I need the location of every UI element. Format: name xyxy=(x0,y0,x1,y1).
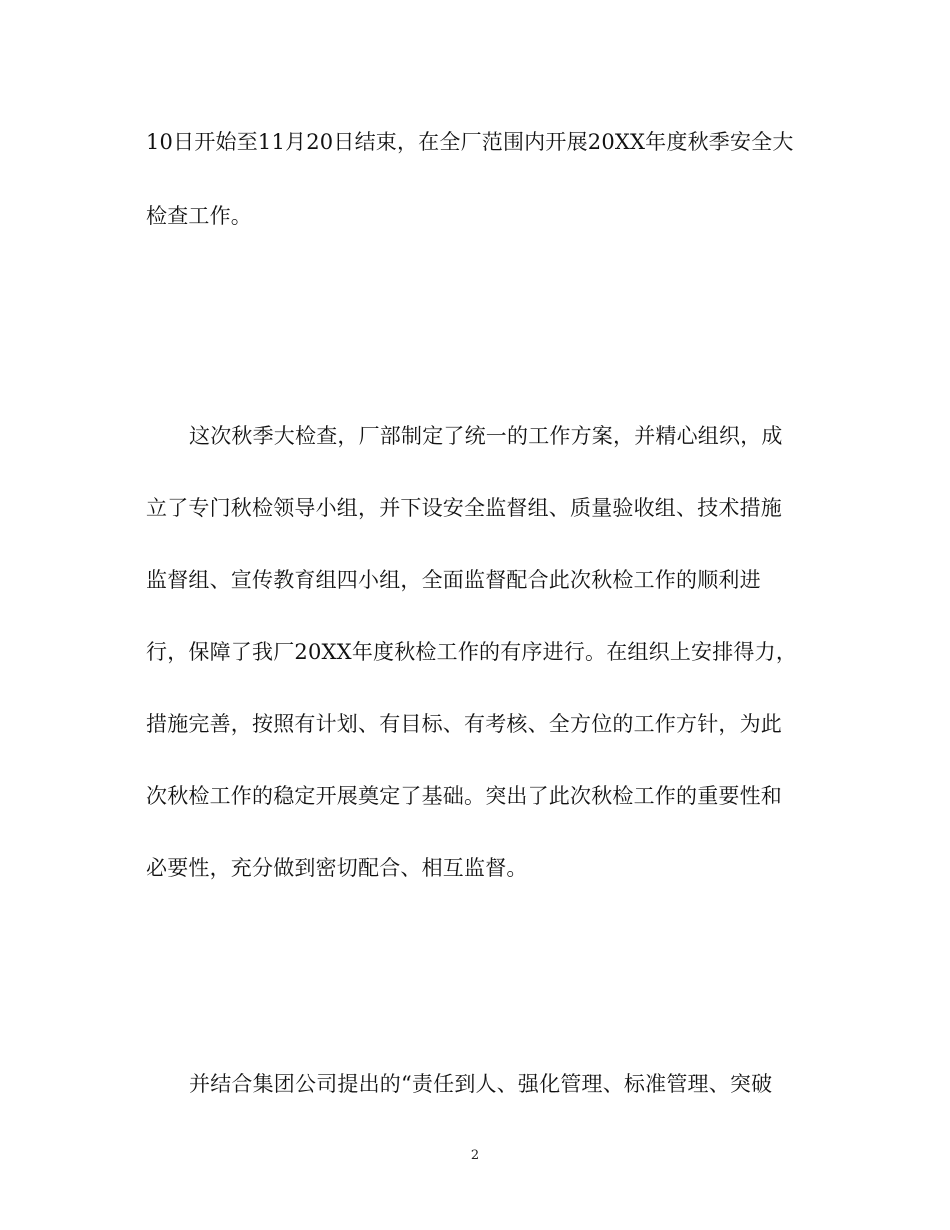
paragraph-2-line-2: 立了专门秋检领导小组，并下设安全监督组、质量验收组、技术措施 xyxy=(146,496,782,520)
paragraph-2-line-4: 行，保障了我厂20XX年度秋检工作的有序进行。在组织上安排得力， xyxy=(146,640,798,664)
paragraph-2-line-6: 次秋检工作的稳定开展奠定了基础。突出了此次秋检工作的重要性和 xyxy=(146,784,782,808)
page-number: 2 xyxy=(470,1148,480,1163)
paragraph-2-line-1: 这次秋季大检查，厂部制定了统一的工作方案，并精心组织，成 xyxy=(189,424,783,448)
paragraph-2-line-3: 监督组、宣传教育组四小组，全面监督配合此次秋检工作的顺利进 xyxy=(146,568,761,592)
paragraph-2-line-7: 必要性，充分做到密切配合、相互监督。 xyxy=(146,856,528,880)
paragraph-3-line-1: 并结合集团公司提出的“责任到人、强化管理、标准管理、突破 xyxy=(189,1072,773,1096)
paragraph-1-line-1: 10日开始至11月20日结束，在全厂范围内开展20XX年度秋季安全大 xyxy=(146,130,794,154)
paragraph-2-line-5: 措施完善，按照有计划、有目标、有考核、全方位的工作方针，为此 xyxy=(146,712,782,736)
paragraph-1-line-2: 检查工作。 xyxy=(146,204,252,228)
